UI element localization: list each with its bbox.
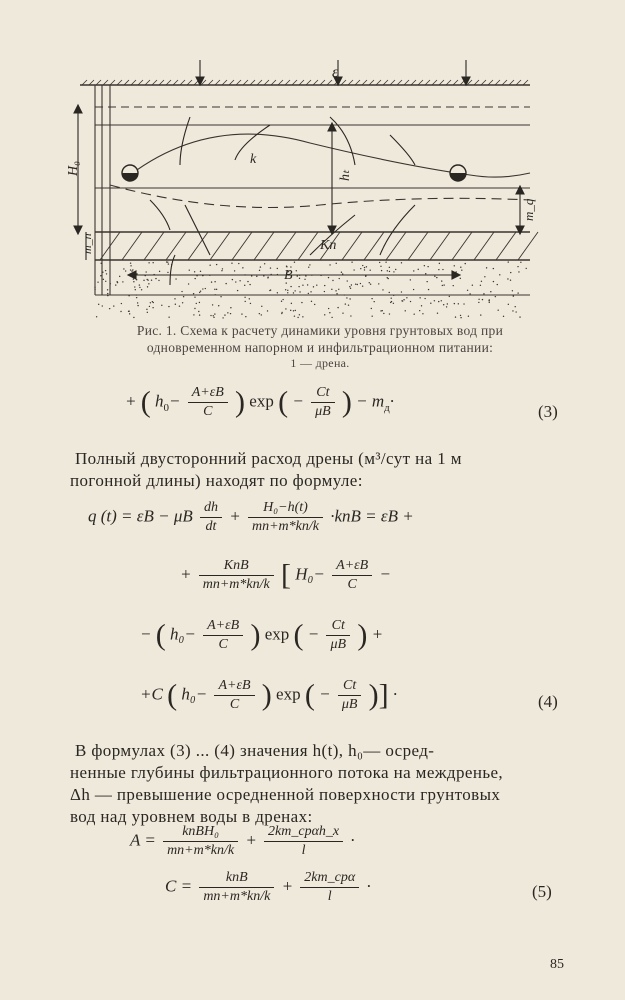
Kn-label: Kп (320, 238, 337, 253)
equation-4-line4: +C ( h₀− $\frac{A+\varepsilon B}{C}$ ) exp ( − $\frac{Ct}{\mu B}$ )] · (140, 678, 398, 712)
equation-3: + ( $h_0-$ $\frac{A+\varepsilon B}{C}$ ) exp ( − $\frac{Ct}{\mu B}$ ) − $m_д\cdot$ (125, 385, 395, 419)
drain-left (122, 165, 138, 181)
equation-A: A = $\frac{\text{kпBH₀}}{mп+m*kп/k}$ + $\frac{\text{2km\_сpαh\_x}}{l}$ · (130, 824, 355, 858)
k-label: k (250, 152, 257, 167)
page-number: 85 (550, 957, 564, 972)
figure-caption-line3: 1 — дрена. (290, 356, 350, 370)
equation-5-number: (5) (532, 882, 552, 901)
equation-4-line3: − ( h₀− $\frac{A+\varepsilon B}{C}$ ) exp ( − $\frac{Ct}{\mu B}$ ) + (140, 618, 384, 652)
H0-label: H₀ (66, 161, 81, 176)
paragraph-flow-line1: Полный двусторонний расход дрены (м³/сут на 1 м (75, 449, 462, 468)
paragraph-values-line1: В формулах (3) ... (4) значения h(t), h₀— осред- (75, 741, 435, 760)
paragraph-flow-line2: погонной длины) находят по формуле: (70, 471, 363, 490)
drain-right (450, 165, 466, 181)
paragraph-values-line3: Δh — превышение осредненной поверхности грунтовых (70, 785, 501, 804)
equation-3-number: (3) (538, 402, 558, 421)
paragraph-values-line2: ненные глубины фильтрационного потока на междренье, (70, 763, 504, 782)
groundwater-scheme-figure (66, 55, 540, 320)
mq-label: m_q (521, 198, 536, 221)
equation-C: C = $\frac{\text{kпB}}{mп+m*kп/k}$ + $\frac{\text{2km\_сpα}}{l}$ · (165, 870, 371, 904)
equation-4-number: (4) (538, 692, 558, 711)
B-label: B (284, 268, 293, 283)
figure-caption-line1: Рис. 1. Схема к расчету динамики уровня грунтовых вод при (136, 323, 504, 338)
figure-caption-line2: одновременном напорном и инфильтрационном питании: (146, 340, 494, 355)
equation-4-line2: + $\frac{\text{KпB}}{mп+m*kп/k}$ [ H₀− $\frac{A+\varepsilon B}{C}$ − (180, 558, 391, 592)
equation-4-line1: q (t) = εB − μB $\frac{dh}{dt}$ + $\frac{\text{H₀−h(t)}}{mп+m*kп/k}$ ·kпB = εB + (88, 500, 414, 534)
paragraph-values-line4: вод над уровнем воды в дренах: (70, 807, 313, 826)
mn-label: m_п (80, 233, 94, 254)
ht-label: hₜ (338, 169, 353, 181)
epsilon-label: ε (332, 64, 339, 81)
